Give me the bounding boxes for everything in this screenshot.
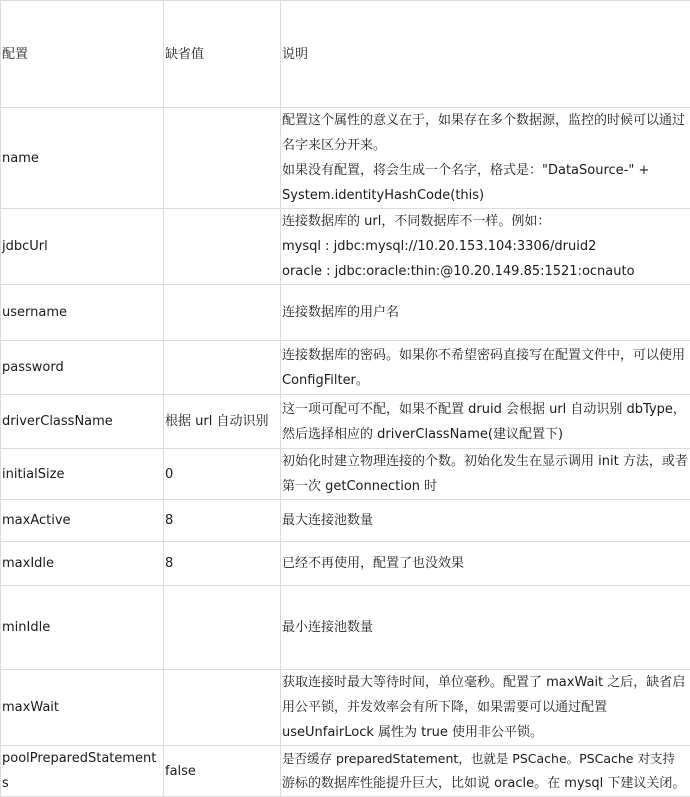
table-row xyxy=(1,209,690,285)
description-line: 用公平锁，并发效率会有所下降，如果需要可以通过配置 xyxy=(282,695,689,720)
default-value-cell: 0 xyxy=(164,449,281,500)
config-name-cell: maxIdle xyxy=(1,542,164,586)
description-line: System.identityHashCode(this) xyxy=(282,183,689,208)
header-description: 说明 xyxy=(281,1,690,108)
table-header-row xyxy=(1,1,690,108)
config-name-cell: initialSize xyxy=(1,449,164,500)
description-line: oracle : jdbc:oracle:thin:@10.20.149.85:1521:ocnauto xyxy=(282,259,689,284)
description-line: 连接数据库的密码。如果你不希望密码直接写在配置文件中，可以使用 xyxy=(282,343,689,368)
description-line: useUnfairLock 属性为 true 使用非公平锁。 xyxy=(282,720,689,745)
description-line: ConfigFilter。 xyxy=(282,368,689,393)
config-name-cell: maxWait xyxy=(1,670,164,746)
table-row xyxy=(1,670,690,746)
description-line: 名字来区分开来。 xyxy=(282,133,689,158)
description-line: 连接数据库的 url，不同数据库不一样。例如： xyxy=(282,209,689,234)
default-value-cell: 8 xyxy=(164,500,281,542)
description-line: 这一项可配可不配，如果不配置 druid 会根据 url 自动识别 dbType， xyxy=(282,397,689,422)
description-line: 连接数据库的用户名 xyxy=(282,300,689,325)
description-cell xyxy=(281,500,690,542)
description-cell xyxy=(281,341,690,395)
table-row xyxy=(1,449,690,500)
default-value-cell: false xyxy=(164,746,281,797)
description-line: 配置这个属性的意义在于，如果存在多个数据源，监控的时候可以通过 xyxy=(282,108,689,133)
description-line: mysql : jdbc:mysql://10.20.153.104:3306/druid2 xyxy=(282,234,689,259)
default-value-cell: 根据 url 自动识别 xyxy=(164,395,281,449)
description-cell xyxy=(281,542,690,586)
default-value-cell: 8 xyxy=(164,542,281,586)
default-value-cell xyxy=(164,108,281,209)
header-config: 配置 xyxy=(1,1,164,108)
config-name-cell: name xyxy=(1,108,164,209)
description-line: 已经不再使用，配置了也没效果 xyxy=(282,551,689,576)
description-line: 然后选择相应的 driverClassName(建议配置下) xyxy=(282,422,689,447)
table-row xyxy=(1,285,690,341)
description-cell xyxy=(281,586,690,670)
description-line: 第一次 getConnection 时 xyxy=(282,474,689,499)
config-name-cell: password xyxy=(1,341,164,395)
description-line: 初始化时建立物理连接的个数。初始化发生在显示调用 init 方法，或者 xyxy=(282,449,689,474)
config-name-cell: driverClassName xyxy=(1,395,164,449)
config-name-cell: minIdle xyxy=(1,586,164,670)
table-row xyxy=(1,395,690,449)
description-cell xyxy=(281,285,690,341)
default-value-cell xyxy=(164,586,281,670)
table-row xyxy=(1,586,690,670)
config-name-cell: username xyxy=(1,285,164,341)
table-row xyxy=(1,341,690,395)
table-row xyxy=(1,500,690,542)
default-value-cell xyxy=(164,341,281,395)
description-cell xyxy=(281,670,690,746)
description-cell xyxy=(281,108,690,209)
description-cell xyxy=(281,395,690,449)
default-value-cell xyxy=(164,285,281,341)
default-value-cell xyxy=(164,670,281,746)
config-name-cell: maxActive xyxy=(1,500,164,542)
description-line: 如果没有配置，将会生成一个名字，格式是："DataSource-" + xyxy=(282,158,689,183)
description-cell xyxy=(281,209,690,285)
table-row xyxy=(1,108,690,209)
description-line: 最大连接池数量 xyxy=(282,508,689,533)
table-row xyxy=(1,746,690,797)
description-line: 游标的数据库性能提升巨大，比如说 oracle。在 mysql 下建议关闭。 xyxy=(282,771,689,796)
description-line: 最小连接池数量 xyxy=(282,615,689,640)
table-row xyxy=(1,542,690,586)
description-line: 获取连接时最大等待时间，单位毫秒。配置了 maxWait 之后，缺省启 xyxy=(282,670,689,695)
config-name-cell: jdbcUrl xyxy=(1,209,164,285)
description-cell xyxy=(281,746,690,797)
description-cell xyxy=(281,449,690,500)
config-name-cell: poolPreparedStatements xyxy=(1,746,164,797)
default-value-cell xyxy=(164,209,281,285)
description-line: 是否缓存 preparedStatement，也就是 PSCache。PSCache 对支持 xyxy=(282,746,689,771)
header-default: 缺省值 xyxy=(164,1,281,108)
